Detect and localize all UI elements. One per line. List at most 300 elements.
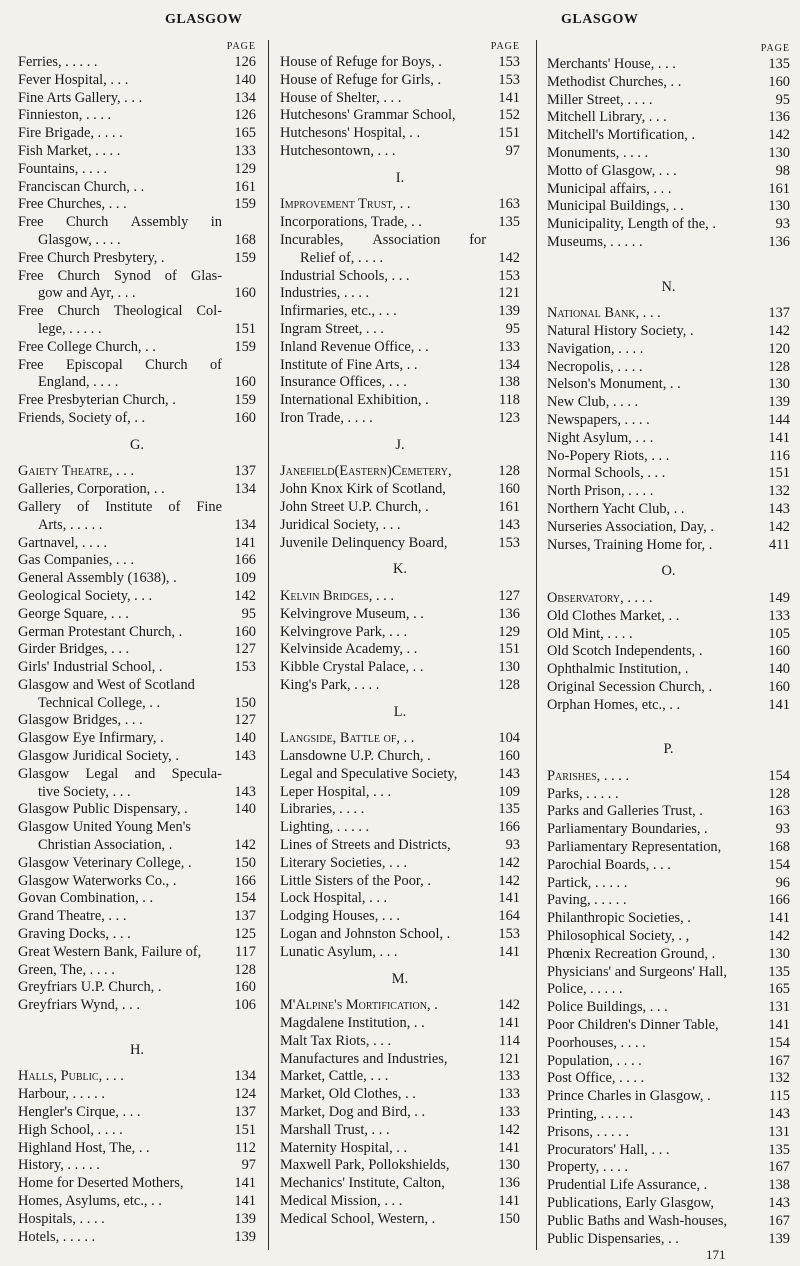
- entry-page-number: 160: [234, 374, 256, 391]
- entry-title: Nurses, Training Home for, .: [547, 536, 713, 553]
- index-entry: [18, 1211, 256, 1229]
- entry-page-number: 127: [234, 641, 256, 658]
- entry-title: Girls' Industrial School, .: [18, 659, 163, 676]
- entry-lead-term: Parishes,: [547, 767, 601, 784]
- index-entry: [280, 766, 520, 784]
- letter-heading: P.: [663, 741, 674, 758]
- entry-title: [280, 232, 486, 250]
- index-entry: [547, 145, 790, 163]
- letter-heading: L.: [393, 703, 407, 720]
- entry-page-number: 153: [498, 71, 520, 88]
- index-entry: [280, 997, 520, 1015]
- entry-page-number: 135: [768, 963, 790, 980]
- entry-page-number: 134: [498, 356, 520, 373]
- entry-title: History, . . . . .: [18, 1157, 100, 1174]
- entry-title: Public Dispensaries, . .: [547, 1230, 679, 1247]
- entry-title: Necropolis, . . . .: [547, 358, 643, 375]
- entry-title: Franciscan Church, . .: [18, 178, 145, 195]
- entry-title: Parliamentary Representation,: [547, 839, 722, 856]
- entry-page-number: 154: [234, 890, 256, 907]
- index-entry: [280, 837, 520, 855]
- letter-heading: O.: [661, 563, 676, 580]
- entry-page-number: 134: [234, 1068, 256, 1085]
- entry-page-number: 93: [775, 821, 790, 838]
- entry-page-number: 141: [234, 1175, 256, 1192]
- index-entry: [547, 910, 790, 928]
- entry-leaders: .: [430, 997, 438, 1014]
- entry-page-number: 143: [768, 500, 790, 517]
- entry-word: Church: [145, 356, 188, 373]
- index-entry: [18, 268, 256, 286]
- entry-title: Legal and Speculative Society,: [280, 765, 458, 782]
- entry-title: Incorporations, Trade, . .: [280, 214, 422, 231]
- index-entry: [547, 216, 790, 234]
- entry-word: Church: [66, 214, 109, 231]
- entry-title: Greyfriars Wynd, . . .: [18, 997, 140, 1014]
- entry-page-number: 153: [498, 54, 520, 70]
- entry-page-number: 134: [234, 89, 256, 106]
- index-entry: [547, 537, 790, 555]
- entry-title: Libraries, . . . .: [280, 801, 365, 818]
- entry-page-number: 93: [775, 216, 790, 233]
- entry-title: High School, . . . .: [18, 1121, 123, 1138]
- entry-title: Market, Cattle, . . .: [280, 1068, 389, 1085]
- entry-page-number: 136: [498, 1175, 520, 1192]
- entry-title: Ingram Street, . . .: [280, 320, 384, 337]
- index-entry: [547, 1159, 790, 1177]
- entry-title: Free Church Presbytery, .: [18, 249, 165, 266]
- index-entry: [280, 285, 520, 303]
- index-entry: [18, 801, 256, 819]
- entry-leaders: . . . .: [600, 767, 630, 784]
- index-entry: [280, 1175, 520, 1193]
- entry-page-number: 142: [498, 1121, 520, 1138]
- entry-word: Free: [18, 303, 44, 320]
- entry-page-number: 95: [775, 91, 790, 108]
- index-entry: [547, 1213, 790, 1231]
- index-entry: [547, 1106, 790, 1124]
- entry-page-number: 142: [498, 872, 520, 889]
- entry-page-number: 133: [768, 607, 790, 624]
- index-entry: [280, 730, 520, 748]
- index-entry: [547, 875, 790, 893]
- entry-title: Free College Church, . .: [18, 338, 156, 355]
- entry-page-number: 141: [768, 910, 790, 927]
- entry-title: Fountains, . . . .: [18, 160, 108, 177]
- entry-page-number: 151: [498, 125, 520, 142]
- entry-page-number: 133: [498, 1086, 520, 1103]
- entry-page-number: 116: [768, 447, 790, 464]
- index-entry: [547, 1088, 790, 1106]
- entry-title: House of Refuge for Girls, .: [280, 71, 442, 88]
- entry-title: Fire Brigade, . . . .: [18, 125, 123, 142]
- entry-title: Glasgow and West of Scotland: [18, 676, 195, 693]
- entry-title: Poor Children's Dinner Table,: [547, 1017, 719, 1034]
- entry-title: Graving Docks, . . .: [18, 926, 131, 943]
- index-entry: [280, 268, 520, 286]
- index-entry: [547, 198, 790, 216]
- entry-word: Association: [372, 231, 441, 248]
- entry-title: Glasgow Bridges, . . .: [18, 712, 143, 729]
- index-entry: [547, 305, 790, 323]
- index-entry: [280, 1015, 520, 1033]
- index-entry: [547, 1195, 790, 1213]
- index-entry: [547, 768, 790, 786]
- entry-title: Paving, . . . . .: [547, 892, 627, 909]
- letter-heading: M.: [391, 970, 409, 987]
- entry-page-number: 165: [768, 981, 790, 998]
- entry-lead-term: Halls, Public,: [18, 1068, 103, 1085]
- entry-title: Natural History Society, .: [547, 322, 694, 339]
- entry-title: Inland Revenue Office, . .: [280, 338, 429, 355]
- index-entry: [547, 608, 790, 626]
- index-entry: [547, 839, 790, 857]
- entry-page-number: 154: [768, 767, 790, 784]
- index-entry: [18, 944, 256, 962]
- entry-title: Physicians' and Surgeons' Hall,: [547, 963, 727, 980]
- entry-title: Galleries, Corporation, . .: [18, 481, 165, 498]
- entry-page-number: 142: [498, 249, 520, 266]
- entry-page-number: 142: [498, 997, 520, 1014]
- entry-page-number: 149: [768, 589, 790, 606]
- index-entry: [18, 72, 256, 90]
- entry-title: [280, 997, 486, 1015]
- entry-page-number: 126: [234, 107, 256, 124]
- index-entry: [18, 730, 256, 748]
- index-entry: [280, 481, 520, 499]
- entry-word: of: [77, 498, 90, 515]
- entry-page-number: 159: [234, 338, 256, 355]
- entry-title: Kelvingrove Park, . . .: [280, 623, 408, 640]
- index-entry: [547, 501, 790, 519]
- index-entry: [280, 784, 520, 802]
- index-entry: [18, 1086, 256, 1104]
- index-entry: [547, 465, 790, 483]
- index-entry: [547, 1035, 790, 1053]
- entry-title: Poorhouses, . . . .: [547, 1034, 646, 1051]
- entry-title: Lock Hospital, . . .: [280, 890, 388, 907]
- index-entry: [280, 517, 520, 535]
- entry-title: Gartnavel, . . . .: [18, 534, 108, 551]
- entry-title: Little Sisters of the Poor, .: [280, 872, 431, 889]
- index-entry: [18, 1229, 256, 1247]
- index-entry-continuation: [18, 784, 256, 802]
- entry-title: Homes, Asylums, etc., . .: [18, 1193, 162, 1209]
- entry-leaders: . . .: [639, 305, 661, 322]
- index-entry: [280, 944, 520, 962]
- index-entry: [18, 1193, 256, 1211]
- entry-page-number: [222, 819, 256, 837]
- entry-title: Newspapers, . . . .: [547, 411, 650, 428]
- entry-title: Population, . . . .: [547, 1052, 642, 1069]
- entry-word: Assembly: [130, 214, 189, 231]
- entry-page-number: 106: [234, 997, 256, 1014]
- index-entry: [280, 535, 520, 553]
- entry-page-number: 160: [768, 678, 790, 695]
- entry-page-number: 168: [234, 231, 256, 248]
- page-column-label: PAGE: [490, 41, 520, 52]
- entry-page-number: 141: [498, 943, 520, 960]
- index-entry: [547, 981, 790, 999]
- entry-page-number: 98: [775, 162, 790, 179]
- entry-page-number: 168: [768, 839, 790, 856]
- entry-page-number: 159: [234, 392, 256, 409]
- entry-word: and: [134, 765, 156, 782]
- entry-title: No-Popery Riots, . . .: [547, 447, 670, 464]
- entry-page-number: 163: [768, 803, 790, 820]
- entry-lead-term: Gaiety Theatre,: [18, 463, 113, 480]
- entry-page-number: 141: [498, 1015, 520, 1032]
- index-entry: [280, 339, 520, 357]
- entry-title: Harbour, . . . . .: [18, 1086, 105, 1103]
- entry-page-number: 160: [234, 409, 256, 426]
- index-entry: [280, 499, 520, 517]
- entry-title: Maxwell Park, Pollokshields,: [280, 1157, 450, 1174]
- index-entry: [18, 339, 256, 357]
- index-entry: [280, 463, 520, 481]
- entry-word: Glasgow: [18, 765, 70, 782]
- index-entry: [18, 481, 256, 499]
- entry-title: Museums, . . . . .: [547, 233, 643, 250]
- entry-page-number: 153: [498, 267, 520, 284]
- entry-page-number: 160: [768, 73, 790, 90]
- letter-heading: K.: [393, 561, 407, 578]
- index-entry: [280, 819, 520, 837]
- entry-title: Arts, . . . . .: [38, 516, 103, 533]
- entry-page-number: 112: [234, 1139, 256, 1156]
- entry-title: Malt Tax Riots, . . .: [280, 1032, 392, 1049]
- entry-title: Police Buildings, . . .: [547, 999, 668, 1016]
- index-entry: [547, 323, 790, 341]
- index-entry: [18, 979, 256, 997]
- entry-page-number: 153: [234, 659, 256, 676]
- entry-page-number: 161: [768, 180, 790, 197]
- entry-title: Original Secession Church, .: [547, 678, 713, 695]
- index-entry: [18, 1122, 256, 1140]
- entry-title: [280, 588, 486, 606]
- entry-page-number: 127: [234, 712, 256, 729]
- entry-title: Highland Host, The, . .: [18, 1139, 150, 1156]
- index-entry: [280, 54, 520, 72]
- entry-page-number: 141: [768, 1017, 790, 1034]
- entry-page-number: 166: [498, 819, 520, 836]
- entry-lead-term: Langside, Battle of,: [280, 730, 400, 747]
- entry-title: [18, 357, 222, 375]
- entry-word: in: [210, 214, 222, 231]
- index-entry: [547, 857, 790, 875]
- entry-title: North Prison, . . . .: [547, 483, 654, 500]
- entry-leaders: . .: [396, 196, 411, 213]
- entry-title: Hengler's Cirque, . . .: [18, 1104, 141, 1121]
- entry-page-number: 159: [234, 249, 256, 266]
- entry-page-number: 411: [768, 536, 790, 553]
- index-entry: [280, 1086, 520, 1104]
- entry-page-number: 134: [234, 516, 256, 533]
- entry-title: Industries, . . . .: [280, 285, 370, 302]
- index-entry: [280, 143, 520, 161]
- entry-page-number: 109: [234, 570, 256, 587]
- index-entry: [280, 125, 520, 143]
- entry-page-number: 123: [498, 409, 520, 426]
- entry-title: Kelvingrove Museum, . .: [280, 605, 424, 622]
- entry-title: gow and Ayr, . . .: [38, 285, 136, 302]
- entry-page-number: 104: [498, 730, 520, 747]
- entry-page-number: 97: [241, 1157, 256, 1174]
- entry-page-number: 128: [768, 358, 790, 375]
- entry-leaders: . . .: [102, 1068, 124, 1085]
- entry-title: lege, . . . . .: [38, 320, 102, 337]
- entry-page-number: 133: [234, 142, 256, 159]
- entry-title: John Street U.P. Church, .: [280, 498, 429, 515]
- entry-page-number: 141: [498, 890, 520, 907]
- entry-title: Miller Street, . . . .: [547, 91, 653, 108]
- index-entry: [280, 1193, 520, 1211]
- entry-word: Episcopal: [66, 356, 123, 373]
- running-head-right: GLASGOW: [561, 12, 639, 27]
- index-entry: [280, 392, 520, 410]
- entry-title: Hutchesons' Grammar School,: [280, 107, 456, 124]
- entry-lead-term: National Bank,: [547, 305, 640, 322]
- entry-page-number: 136: [768, 109, 790, 126]
- entry-title: [280, 730, 486, 748]
- index-entry: [18, 570, 256, 588]
- entry-title: Hutchesons' Hospital, . .: [280, 125, 421, 142]
- entry-page-number: 138: [498, 374, 520, 391]
- index-entry: [280, 588, 520, 606]
- entry-page-number: 151: [234, 1121, 256, 1138]
- entry-title: Geological Society, . . .: [18, 587, 153, 604]
- index-entry: [18, 624, 256, 642]
- index-entry-continuation: [18, 695, 256, 713]
- entry-page-number: 164: [498, 908, 520, 925]
- entry-page-number: [486, 232, 520, 250]
- index-entry: [280, 1211, 520, 1229]
- entry-title: Juvenile Delinquency Board,: [280, 534, 448, 551]
- entry-page-number: 153: [498, 926, 520, 943]
- entry-page-number: 166: [234, 872, 256, 889]
- entry-title: Free Churches, . . .: [18, 196, 127, 213]
- index-entry: [280, 641, 520, 659]
- index-entry: [280, 855, 520, 873]
- entry-page-number: 167: [768, 1052, 790, 1069]
- entry-title: Kelvinside Academy, . .: [280, 641, 418, 658]
- index-entry: [18, 873, 256, 891]
- entry-title: Great Western Bank, Failure of,: [18, 943, 202, 960]
- entry-title: Lines of Streets and Districts,: [280, 837, 451, 854]
- entry-leaders: . . .: [372, 587, 394, 604]
- index-entry: [18, 766, 256, 784]
- index-entry: [547, 946, 790, 964]
- entry-leaders: . .: [400, 730, 415, 747]
- entry-title: House of Shelter, . . .: [280, 89, 402, 106]
- entry-page-number: 154: [768, 1034, 790, 1051]
- entry-page-number: 137: [234, 463, 256, 480]
- index-entry-continuation: [18, 232, 256, 250]
- entry-leaders: . . . .: [623, 589, 653, 606]
- entry-title: Hutchesontown, . . .: [280, 142, 396, 159]
- entry-page-number: 140: [768, 661, 790, 678]
- entry-page-number: 132: [768, 1070, 790, 1087]
- entry-page-number: 140: [234, 71, 256, 88]
- entry-word: Incurables,: [280, 231, 344, 248]
- entry-title: Home for Deserted Mothers,: [18, 1175, 184, 1192]
- index-entry: [280, 321, 520, 339]
- entry-page-number: 128: [234, 961, 256, 978]
- entry-title: Old Clothes Market, . .: [547, 607, 680, 624]
- entry-word: Glas-: [190, 267, 222, 284]
- entry-title: New Club, . . . .: [547, 394, 639, 411]
- entry-title: Infirmaries, etc., . . .: [280, 303, 397, 320]
- entry-title: International Exhibition, .: [280, 392, 429, 409]
- entry-page-number: 120: [768, 340, 790, 357]
- index-entry: [18, 1140, 256, 1158]
- index-entry: [547, 359, 790, 377]
- index-entry: [280, 1068, 520, 1086]
- entry-page-number: 117: [234, 943, 256, 960]
- entry-title: Ferries, . . . . .: [18, 54, 98, 70]
- entry-title: Industrial Schools, . . .: [280, 267, 410, 284]
- entry-title: Prince Charles in Glasgow, .: [547, 1088, 711, 1105]
- entry-title: Municipal Buildings, . .: [547, 198, 684, 215]
- entry-word: Institute: [105, 498, 153, 515]
- entry-title: Prisons, . . . . .: [547, 1123, 629, 1140]
- entry-word: for: [469, 231, 486, 248]
- entry-page-number: 135: [498, 214, 520, 231]
- entry-title: Partick, . . . . .: [547, 874, 628, 891]
- entry-page-number: 141: [498, 89, 520, 106]
- entry-page-number: [222, 214, 256, 232]
- entry-word: Legal: [85, 765, 119, 782]
- running-head-left: GLASGOW: [165, 12, 243, 27]
- entry-title: [18, 766, 222, 784]
- entry-page-number: 138: [768, 1177, 790, 1194]
- entry-page-number: 131: [768, 1123, 790, 1140]
- entry-title: Orphan Homes, etc., . .: [547, 696, 681, 713]
- entry-page-number: [222, 677, 256, 695]
- entry-page-number: 129: [498, 623, 520, 640]
- entry-title: Magdalene Institution, . .: [280, 1015, 425, 1032]
- entry-title: Fever Hospital, . . .: [18, 71, 129, 88]
- entry-title: Girder Bridges, . . .: [18, 641, 130, 658]
- index-entry: [18, 90, 256, 108]
- index-entry: [18, 179, 256, 197]
- entry-page-number: 139: [498, 303, 520, 320]
- entry-title: Old Scotch Independents, .: [547, 643, 703, 660]
- entry-page-number: 137: [768, 305, 790, 322]
- index-entry: [280, 232, 520, 250]
- entry-page-number: 139: [768, 394, 790, 411]
- entry-page-number: 137: [234, 908, 256, 925]
- index-entry: [547, 234, 790, 252]
- entry-page-number: 143: [768, 1195, 790, 1211]
- index-entry: [18, 712, 256, 730]
- entry-page-number: 97: [505, 142, 520, 159]
- index-entry: [18, 410, 256, 428]
- index-entry: [280, 303, 520, 321]
- entry-title: Glasgow Waterworks Co., .: [18, 872, 177, 889]
- entry-page-number: 128: [498, 676, 520, 693]
- entry-page-number: 95: [241, 605, 256, 622]
- index-entry: [18, 855, 256, 873]
- entry-page-number: 142: [498, 854, 520, 871]
- entry-title: Manufactures and Industries,: [280, 1050, 448, 1067]
- entry-title: Merchants' House, . . .: [547, 56, 676, 72]
- entry-title: King's Park, . . . .: [280, 676, 380, 693]
- letter-heading: J.: [395, 436, 405, 453]
- entry-page-number: 142: [768, 127, 790, 144]
- entry-title: Philanthropic Societies, .: [547, 910, 691, 927]
- entry-title: [18, 499, 222, 517]
